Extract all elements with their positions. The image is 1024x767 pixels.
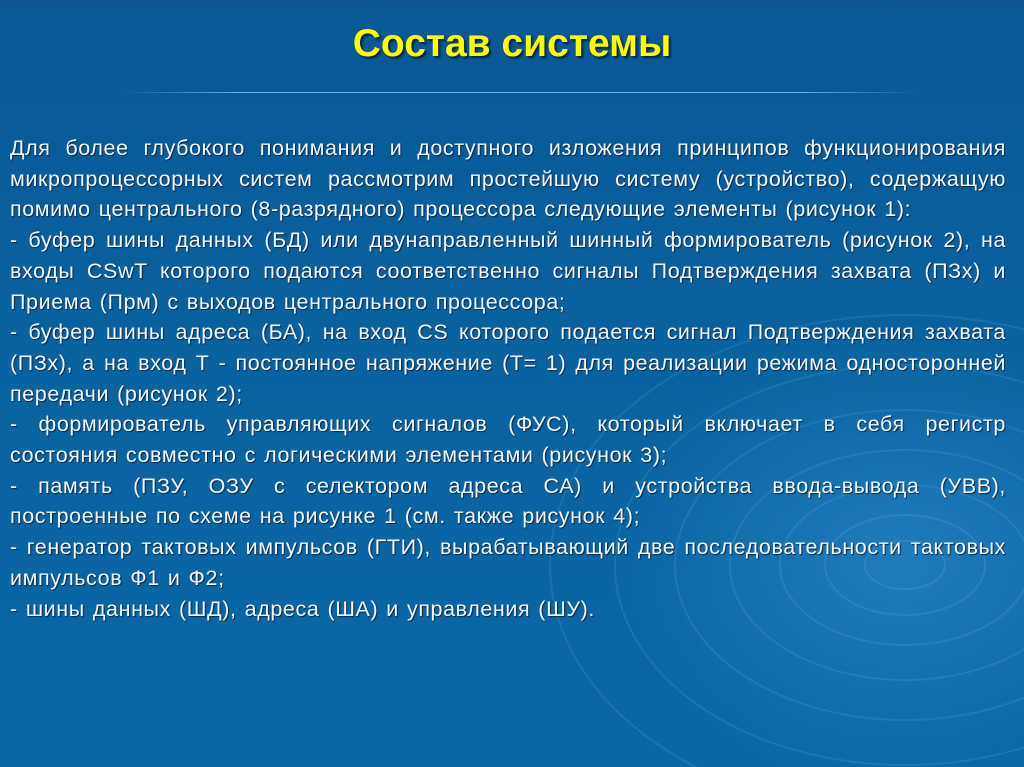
list-item-memory-io: - память (ПЗУ, ОЗУ с селектором адреса СА) и устройства ввода-вывода (УВВ), построенные по схеме на рисунке 1 (см. также рисунок 4); <box>10 473 1006 529</box>
list-item-address-bus-buffer: - буфер шины адреса (БА), на вход CS которого подается сигнал Подтверждения захвата (ПЗх), а на вход Т - постоянное напряжение (Т= 1) для реализации режима односторонней передачи (рисунок 2); <box>10 320 1006 406</box>
list-item-control-signal-former: - формирователь управляющих сигналов (ФУС), который включает в себя регистр состояния совместно с логическими элементами (рисунок 3); <box>10 412 1006 468</box>
title-underline <box>122 92 918 93</box>
list-item-buses: - шины данных (ШД), адреса (ША) и управления (ШУ). <box>10 596 595 621</box>
slide-body <box>10 133 1006 624</box>
list-item-data-bus-buffer: - буфер шины данных (БД) или двунаправленный шинный формирователь (рисунок 2), на входы CSwT которого подаются соответственно сигналы Подтверждения захвата (ПЗх) и Приема (Прм) с выходов центрального процессора; <box>10 228 1006 314</box>
slide-title: Состав системы <box>352 22 672 65</box>
intro-paragraph: Для более глубокого понимания и доступного изложения принципов функционирования микропроцессорных систем рассмотрим простейшую систему (устройство), содержащую помимо центрального (8-разрядного) процессора следующие элементы (рисунок 1): <box>10 136 1006 222</box>
list-item-clock-generator: - генератор тактовых импульсов (ГТИ), вырабатывающий две последовательности тактовых импульсов Ф1 и Ф2; <box>10 535 1006 590</box>
